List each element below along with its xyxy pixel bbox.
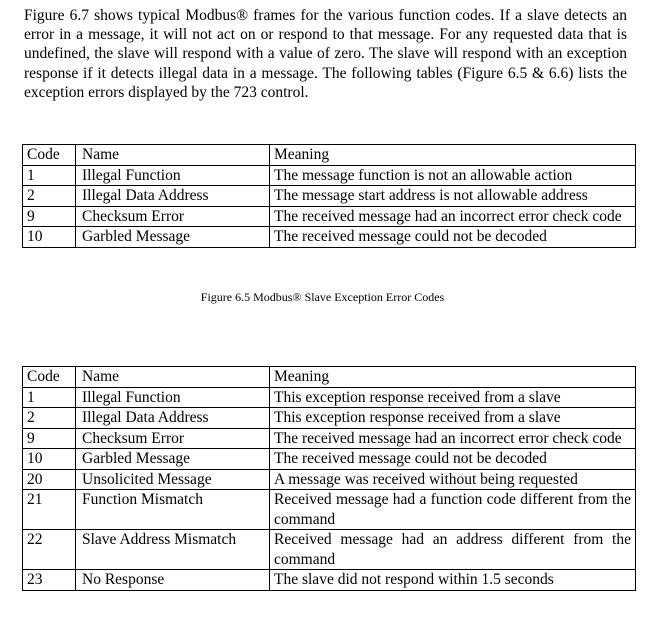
row-meaning: Received message had an address different from the command: [270, 530, 636, 570]
row-code: 2: [23, 408, 76, 429]
table-row: [23, 165, 636, 186]
row-meaning: This exception response received from a slave: [270, 387, 636, 408]
table-header-row: [23, 367, 636, 388]
table-row: [23, 387, 636, 408]
row-meaning: A message was received without being requested: [270, 469, 636, 490]
table-row: [23, 469, 636, 490]
header-code: Code: [23, 145, 76, 166]
row-name: Checksum Error: [76, 206, 270, 227]
row-name: Garbled Message: [76, 227, 270, 248]
row-name: Illegal Data Address: [76, 186, 270, 207]
figure-caption: Figure 6.5 Modbus® Slave Exception Error Codes: [200, 290, 445, 304]
row-code: 1: [23, 387, 76, 408]
row-code: 9: [23, 206, 76, 227]
row-meaning: The received message had an incorrect error check code: [270, 428, 636, 449]
row-meaning: Received message had a function code different from the command: [270, 490, 636, 530]
row-name: Illegal Function: [76, 165, 270, 186]
row-code: 1: [23, 165, 76, 186]
row-name: Checksum Error: [76, 428, 270, 449]
row-meaning: The received message could not be decoded: [270, 227, 636, 248]
row-meaning: The slave did not respond within 1.5 seconds: [270, 570, 636, 591]
header-meaning: Meaning: [270, 145, 636, 166]
table-row: [23, 428, 636, 449]
table-row: [23, 449, 636, 470]
table-row: [23, 206, 636, 227]
row-meaning: The received message could not be decoded: [270, 449, 636, 470]
table-row: [23, 530, 636, 570]
row-code: 20: [23, 469, 76, 490]
intro-paragraph: Figure 6.7 shows typical Modbus® frames for the various function codes. If a slave detects an error in a message, it will not act on or respond to that message. For any requested data that is undefined, the slave will respond with a value of zero. The slave will respond with an exception response if it detects illegal data in a message. The following tables (Figure 6.5 & 6.6) lists the exception errors displayed by the 723 control.: [24, 7, 627, 101]
row-name: Illegal Data Address: [76, 408, 270, 429]
row-name: Illegal Function: [76, 387, 270, 408]
row-code: 10: [23, 227, 76, 248]
row-code: 9: [23, 428, 76, 449]
table-row: [23, 408, 636, 429]
row-meaning: The message function is not an allowable action: [270, 165, 636, 186]
table-row: [23, 227, 636, 248]
row-code: 2: [23, 186, 76, 207]
row-name: Unsolicited Message: [76, 469, 270, 490]
header-name: Name: [76, 145, 270, 166]
row-name: Slave Address Mismatch: [76, 530, 270, 570]
row-name: Garbled Message: [76, 449, 270, 470]
row-meaning: The received message had an incorrect error check code: [270, 206, 636, 227]
row-name: Function Mismatch: [76, 490, 270, 530]
row-code: 21: [23, 490, 76, 530]
header-meaning: Meaning: [270, 367, 636, 388]
row-code: 10: [23, 449, 76, 470]
table-row: [23, 186, 636, 207]
row-code: 23: [23, 570, 76, 591]
master-exception-table: [22, 366, 636, 591]
header-name: Name: [76, 367, 270, 388]
table-row: [23, 490, 636, 530]
table-header-row: [23, 145, 636, 166]
row-name: No Response: [76, 570, 270, 591]
row-meaning: This exception response received from a slave: [270, 408, 636, 429]
row-meaning: The message start address is not allowable address: [270, 186, 636, 207]
table-row: [23, 570, 636, 591]
header-code: Code: [23, 367, 76, 388]
row-code: 22: [23, 530, 76, 570]
slave-exception-table: [22, 144, 636, 248]
